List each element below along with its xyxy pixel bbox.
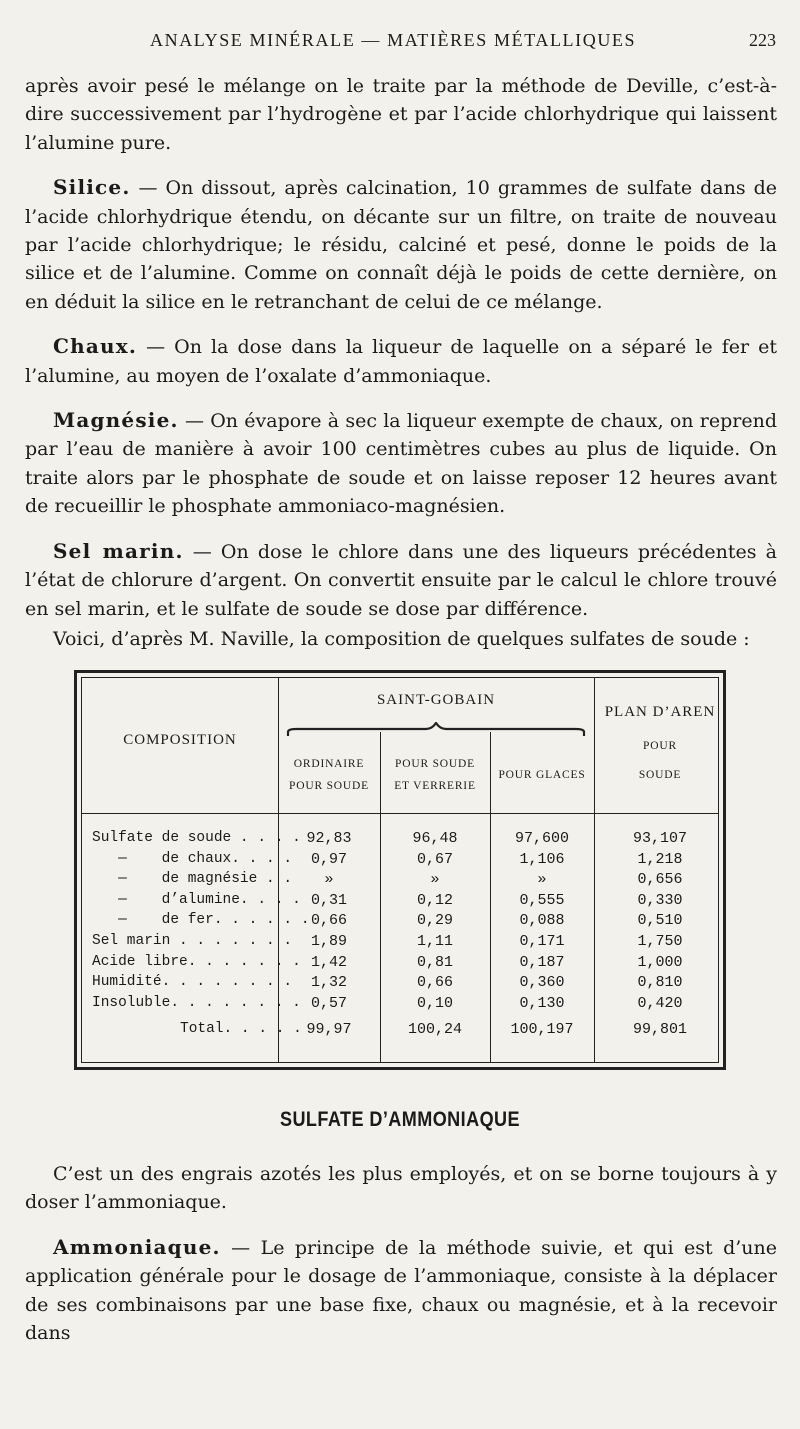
- page-number: 223: [749, 30, 776, 50]
- row-label: Sel marin . . . . . . .: [92, 933, 293, 949]
- row-value: 0,97: [310, 850, 347, 868]
- row-value: 0,10: [416, 994, 453, 1012]
- row-value: 0,29: [416, 912, 453, 930]
- row-value: 1,89: [310, 933, 347, 950]
- row-value: 0,67: [416, 850, 453, 868]
- header-plan-daren: PLAN D’AREN: [604, 704, 716, 720]
- header-plan-soude: SOUDE: [638, 769, 682, 781]
- keyword-magnesie: Magnésie.: [53, 408, 179, 433]
- total-value: 100,24: [407, 1021, 462, 1038]
- paragraph-chaux: Chaux. — On la dose dans la liqueur de laquelle on a séparé le fer et l’alumine, au moyen de l’oxalate d’ammoniaque.: [25, 334, 777, 387]
- row-value: 0,187: [519, 953, 565, 971]
- header-ordinaire: ORDINAIRE: [293, 758, 365, 770]
- row-label: — d’alumine. . . .: [92, 891, 301, 908]
- paragraph-magnesie: Magnésie. — On évapore à sec la liqueur exempte de chaux, on reprend par l’eau de manière à avoir 100 centimètres cubes au plus de liquide. On traite alors par le phosphate de soude et on laisse reposer 12 heures avant de recueillir le phosphate ammoniaco-magnésien.: [25, 408, 777, 518]
- row-value: 0,330: [637, 891, 683, 909]
- row-value: 0,12: [416, 891, 453, 909]
- row-label: — de fer. . . . . .: [92, 912, 310, 929]
- header-et-verrerie: ET VERRERIE: [394, 780, 476, 792]
- composition-table: [74, 670, 726, 1070]
- paragraph-alumine: après avoir pesé le mélange on le traite par la méthode de Deville, c’est-à-dire successivement par l’hydrogène et par l’acide chlorhydrique qui laissent l’alumine pure.: [25, 75, 777, 154]
- row-value: 0,57: [310, 994, 347, 1012]
- row-value: »: [324, 871, 334, 889]
- row-value: 1,42: [310, 953, 347, 971]
- header-rule: [82, 813, 718, 814]
- total-value: 99,801: [632, 1021, 687, 1038]
- header-pour-soude: POUR SOUDE: [395, 758, 475, 770]
- row-value: 0,555: [519, 891, 565, 909]
- row-label: Sulfate de soude . . . .: [92, 830, 301, 846]
- row-label: — de chaux. . . .: [92, 850, 293, 867]
- paragraph-ammoniaque: Ammoniaque. — Le principe de la méthode suivie, et qui est d’une application générale pour le dosage de l’ammoniaque, consiste à la déplacer de ses combinaisons par une base fixe, chaux ou magnésie, et à la recevoir dans: [25, 1234, 777, 1345]
- row-value: 0,420: [637, 994, 683, 1012]
- row-value: 1,750: [637, 933, 683, 950]
- row-value: 0,360: [519, 974, 565, 992]
- header-saint-gobain: SAINT-GOBAIN: [376, 692, 496, 708]
- row-value: 0,130: [519, 994, 565, 1012]
- row-label: — de magnésie . .: [92, 871, 293, 888]
- header-ordinaire-pour-soude: POUR SOUDE: [289, 780, 369, 792]
- row-value: 96,48: [412, 830, 458, 847]
- section-title: SULFATE D’AMMONIAQUE: [279, 1108, 521, 1131]
- paragraph-engrais: C’est un des engrais azotés les plus employés, et on se borne toujours à y doser l’ammoniaque.: [25, 1163, 777, 1214]
- paragraph-sel-marin: Sel marin. — On dose le chlore dans une des liqueurs précédentes à l’état de chlorure d’argent. On convertit ensuite par le calcul le chlore trouvé en sel marin, et le sulfate de soude se dose par différence.: [25, 538, 777, 620]
- total-value: 99,97: [306, 1021, 352, 1038]
- row-value: 1,106: [519, 850, 565, 868]
- running-title: ANALYSE MINÉRALE — MATIÈRES MÉTALLIQUES: [150, 30, 637, 50]
- paragraph-table-intro: Voici, d’après M. Naville, la composition de quelques sulfates de soude :: [53, 627, 750, 650]
- row-value: 1,000: [637, 953, 683, 971]
- row-label: Insoluble. . . . . . . .: [92, 994, 301, 1011]
- body-text-top: [25, 72, 777, 669]
- header-pour-glaces: POUR GLACES: [498, 769, 586, 781]
- row-value: 0,656: [637, 871, 683, 889]
- row-value: 0,171: [519, 933, 565, 950]
- keyword-silice: Silice.: [53, 175, 131, 200]
- brace-icon: [286, 722, 586, 738]
- row-value: 97,600: [514, 830, 569, 847]
- row-value: 0,31: [310, 891, 347, 909]
- row-value: 0,810: [637, 974, 683, 992]
- total-value: 100,197: [510, 1021, 574, 1038]
- row-value: 0,088: [519, 912, 565, 930]
- row-value: 93,107: [632, 830, 687, 847]
- body-text-bottom: [25, 1160, 777, 1363]
- row-value: 1,11: [416, 933, 453, 950]
- paragraph-silice: Silice. — On dissout, après calcination, 10 grammes de sulfate dans de l’acide chlorhydrique étendu, on décante sur un filtre, on traite de nouveau par l’acide chlorhydrique; le résidu, calciné et pesé, donne le poids de la silice et de l’alumine. Comme on connaît déjà le poids de cette dernière, on en déduit la silice en le retranchant de celui de ce mélange.: [25, 175, 777, 313]
- keyword-sel-marin: Sel marin.: [53, 538, 184, 563]
- running-header: [0, 30, 800, 56]
- keyword-chaux: Chaux.: [53, 334, 138, 359]
- row-value: 0,510: [637, 912, 683, 930]
- total-label: Total. . . . .: [180, 1021, 302, 1037]
- header-composition: COMPOSITION: [123, 732, 237, 748]
- row-value: 0,66: [310, 912, 347, 930]
- row-value: »: [430, 871, 440, 889]
- keyword-ammoniaque: Ammoniaque.: [53, 1234, 221, 1259]
- row-value: 92,83: [306, 830, 352, 847]
- table-grid: [81, 677, 719, 1063]
- row-label: Humidité. . . . . . . .: [92, 974, 293, 991]
- row-value: 0,66: [416, 974, 453, 992]
- header-plan-pour: POUR: [643, 740, 677, 752]
- row-value: 0,81: [416, 953, 453, 971]
- row-value: 1,218: [637, 850, 683, 868]
- row-label: Acide libre. . . . . . .: [92, 953, 301, 970]
- row-value: 1,32: [310, 974, 347, 992]
- row-value: »: [537, 871, 547, 889]
